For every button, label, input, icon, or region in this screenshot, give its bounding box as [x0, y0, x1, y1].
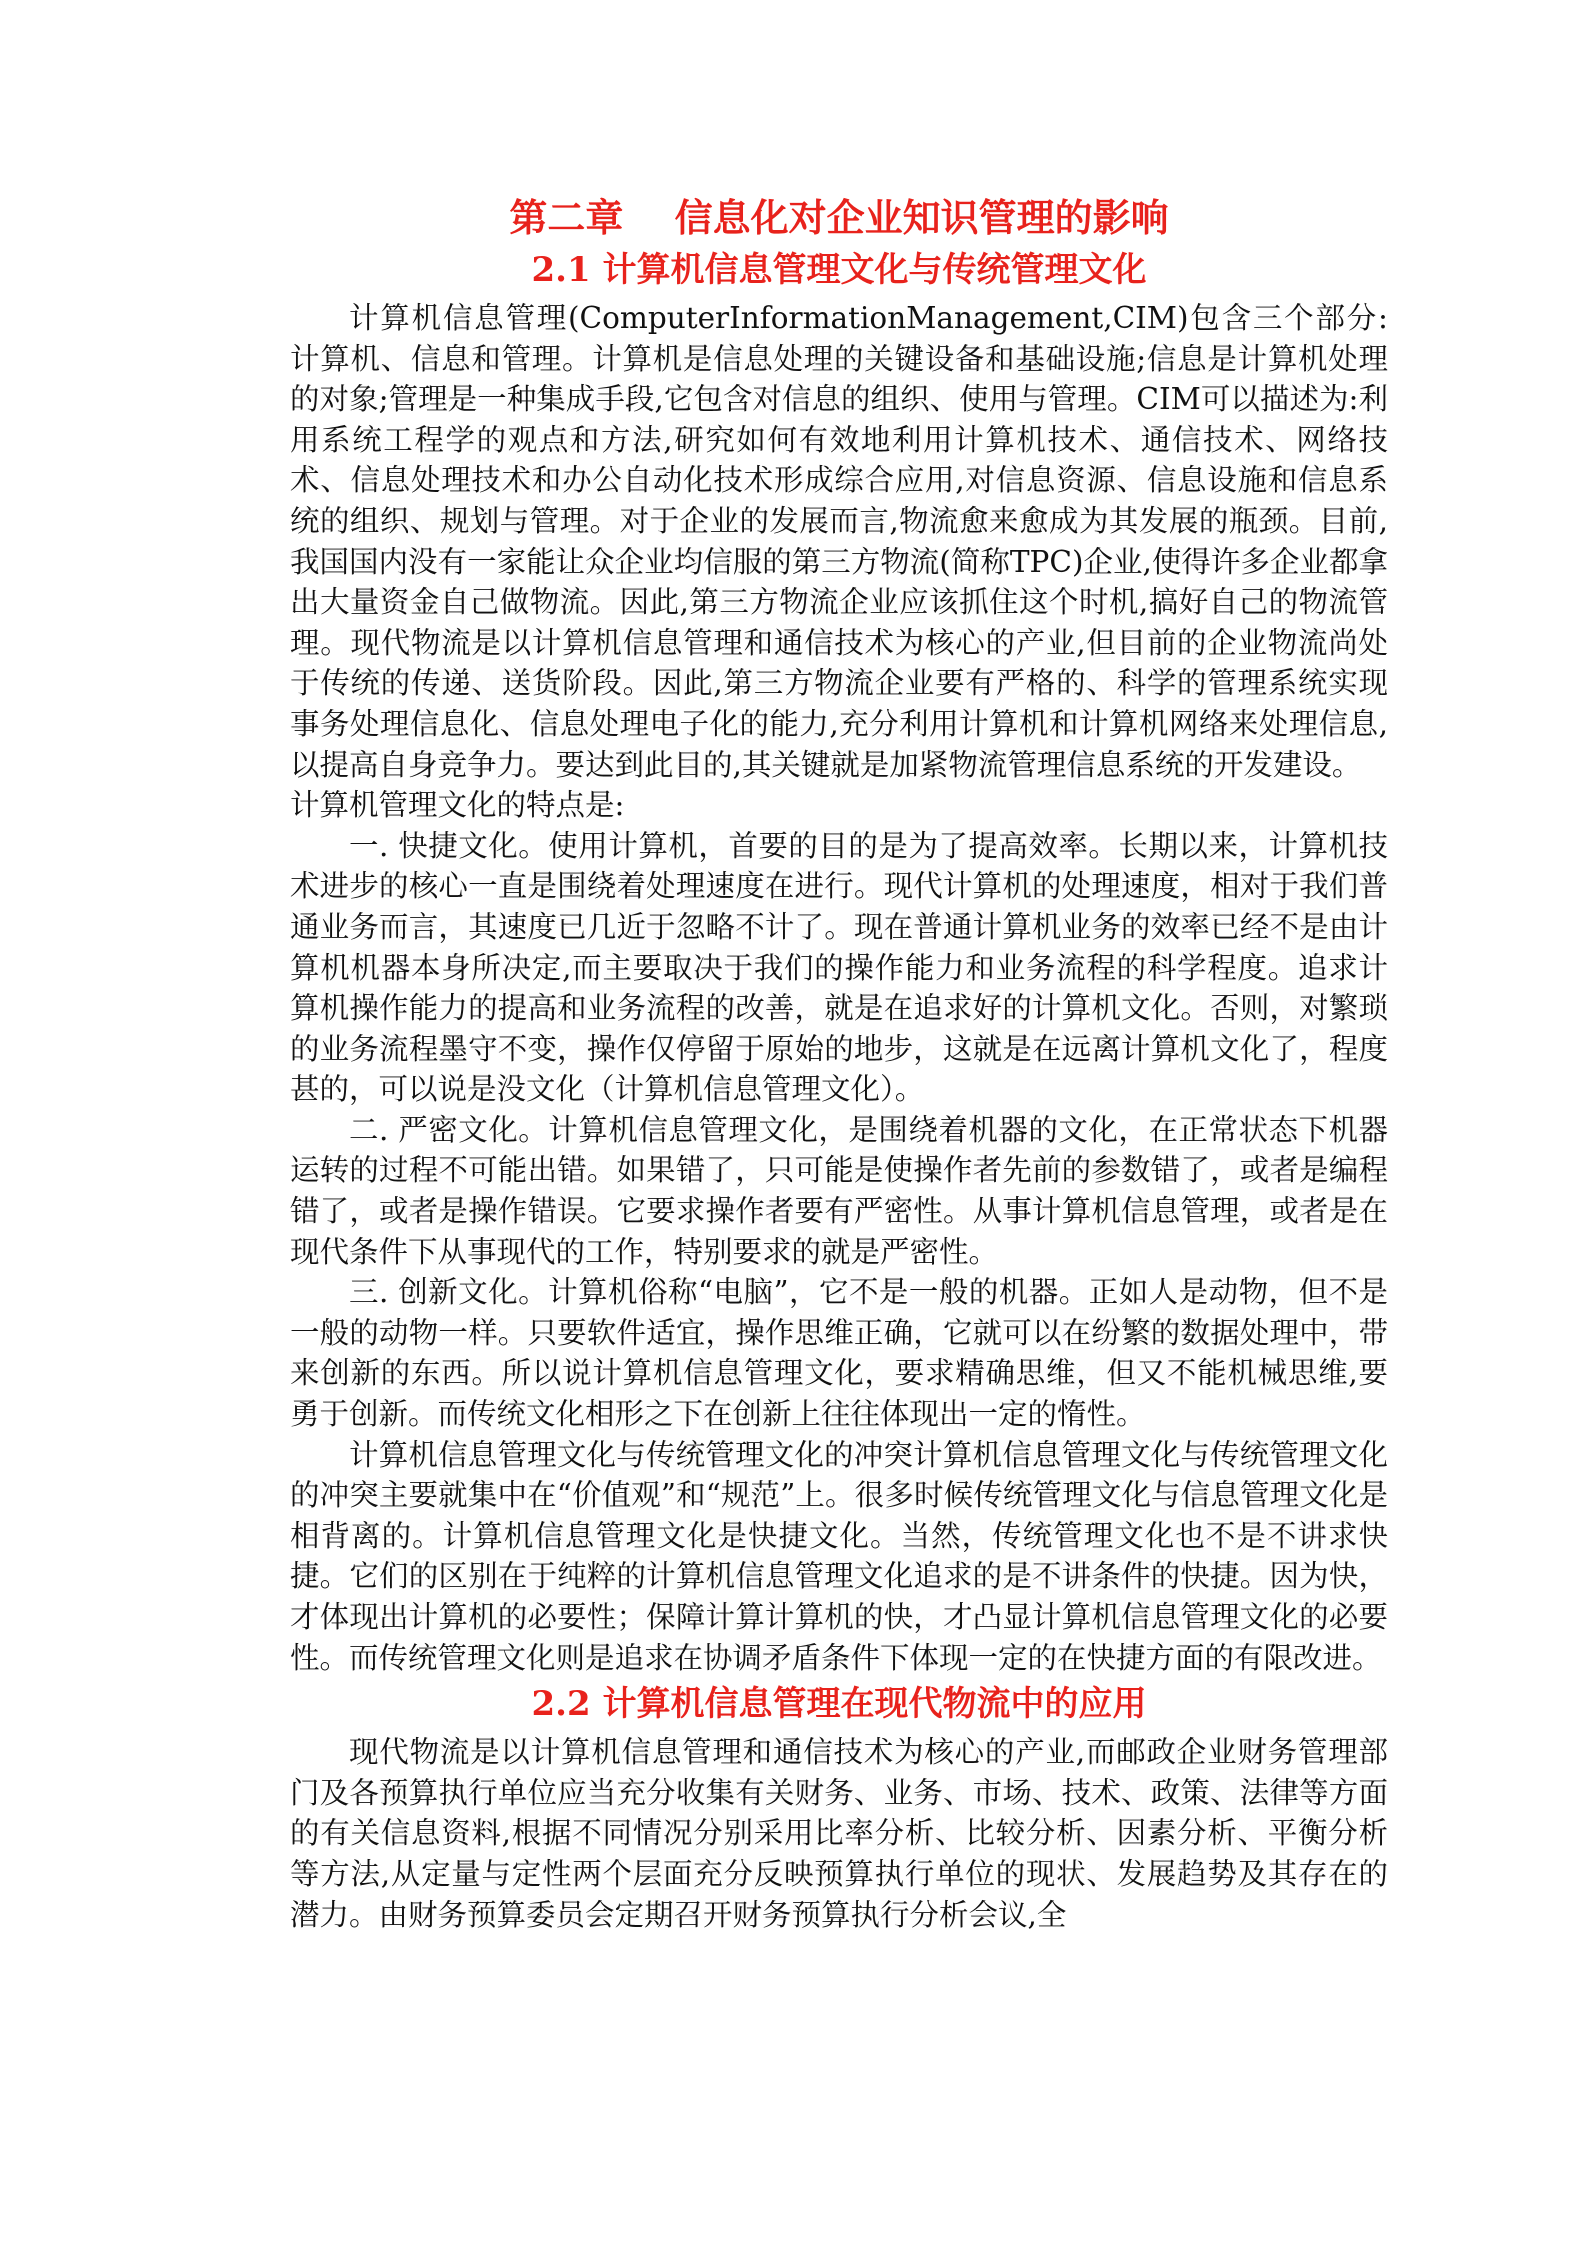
paragraph-rigorous-culture: 二. 严密文化。计算机信息管理文化，是围绕着机器的文化，在正常状态下机器运转的过程不可能出错。如果错了，只可能是使操作者先前的参数错了，或者是编程错了，或者是操作错误。它要求操作者要有严密性。从事计算机信息管理，或者是在现代条件下从事现代的工作，特别要求的就是严密性。: [290, 1112, 1388, 1269]
document-page: [290, 190, 1388, 1935]
chapter-title: 第二章 信息化对企业知识管理的影响: [509, 196, 1169, 240]
paragraph-fast-culture: 一. 快捷文化。使用计算机，首要的目的是为了提高效率。长期以来，计算机技术进步的核心一直是围绕着处理速度在进行。现代计算机的处理速度，相对于我们普通业务而言，其速度已几近于忽略不计了。现在普通计算机业务的效率已经不是由计算机机器本身所决定,而主要取决于我们的操作能力和业务流程的科学程度。追求计算机操作能力的提高和业务流程的改善，就是在追求好的计算机文化。否则，对繁琐的业务流程墨守不变，操作仅停留于原始的地步，这就是在远离计算机文化了，程度甚的，可以说是没文化（计算机信息管理文化）。: [290, 828, 1388, 1107]
section-title-2-2: 2.2 计算机信息管理在现代物流中的应用: [531, 1684, 1147, 1725]
paragraph-innovation-culture: 三. 创新文化。计算机俗称“电脑”，它不是一般的机器。正如人是动物，但不是一般的动物一样。只要软件适宜，操作思维正确，它就可以在纷繁的数据处理中，带来创新的东西。所以说计算机信息管理文化，要求精确思维，但又不能机械思维,要勇于创新。而传统文化相形之下在创新上往往体现出一定的惰性。: [290, 1275, 1388, 1432]
paragraph-logistics-application: 现代物流是以计算机信息管理和通信技术为核心的产业,而邮政企业财务管理部门及各预算执行单位应当充分收集有关财务、业务、市场、技术、政策、法律等方面的有关信息资料,根据不同情况分别采用比率分析、比较分析、因素分析、平衡分析等方法,从定量与定性两个层面充分反映预算执行单位的现状、发展趋势及其存在的潜力。由财务预算委员会定期召开财务预算执行分析会议,全: [290, 1735, 1388, 1932]
section-title-2-1: 2.1 计算机信息管理文化与传统管理文化: [531, 250, 1147, 290]
paragraph-cim-definition: 计算机信息管理(ComputerInformationManagement,CIM)包含三个部分:计算机、信息和管理。计算机是信息处理的关键设备和基础设施;信息是计算机处理的对象;管理是一种集成手段,它包含对信息的组织、使用与管理。CIM可以描述为:利用系统工程学的观点和方法,研究如何有效地利用计算机技术、通信技术、网络技术、信息处理技术和办公自动化技术形成综合应用,对信息资源、信息设施和信息系统的组织、规划与管理。对于企业的发展而言,物流愈来愈成为其发展的瓶颈。目前,我国国内没有一家能让众企业均信服的第三方物流(简称TPC)企业,使得许多企业都拿出大量资金自己做物流。因此,第三方物流企业应该抓住这个时机,搞好自己的物流管理。现代物流是以计算机信息管理和通信技术为核心的产业,但目前的企业物流尚处于传统的传递、送货阶段。因此,第三方物流企业要有严格的、科学的管理系统实现事务处理信息化、信息处理电子化的能力,充分利用计算机和计算机网络来处理信息,以提高自身竞争力。要达到此目的,其关键就是加紧物流管理信息系统的开发建设。: [290, 301, 1388, 782]
paragraph-culture-conflict: 计算机信息管理文化与传统管理文化的冲突计算机信息管理文化与传统管理文化的冲突主要就集中在“价值观”和“规范”上。很多时候传统管理文化与信息管理文化是相背离的。计算机信息管理文化是快捷文化。当然，传统管理文化也不是不讲求快捷。它们的区别在于纯粹的计算机信息管理文化追求的是不讲条件的快捷。因为快，才体现出计算机的必要性；保障计算计算机的快，才凸显计算机信息管理文化的必要性。而传统管理文化则是追求在协调矛盾条件下体现一定的在快捷方面的有限改进。: [290, 1437, 1388, 1675]
paragraph-features-intro: 计算机管理文化的特点是:: [290, 788, 625, 823]
